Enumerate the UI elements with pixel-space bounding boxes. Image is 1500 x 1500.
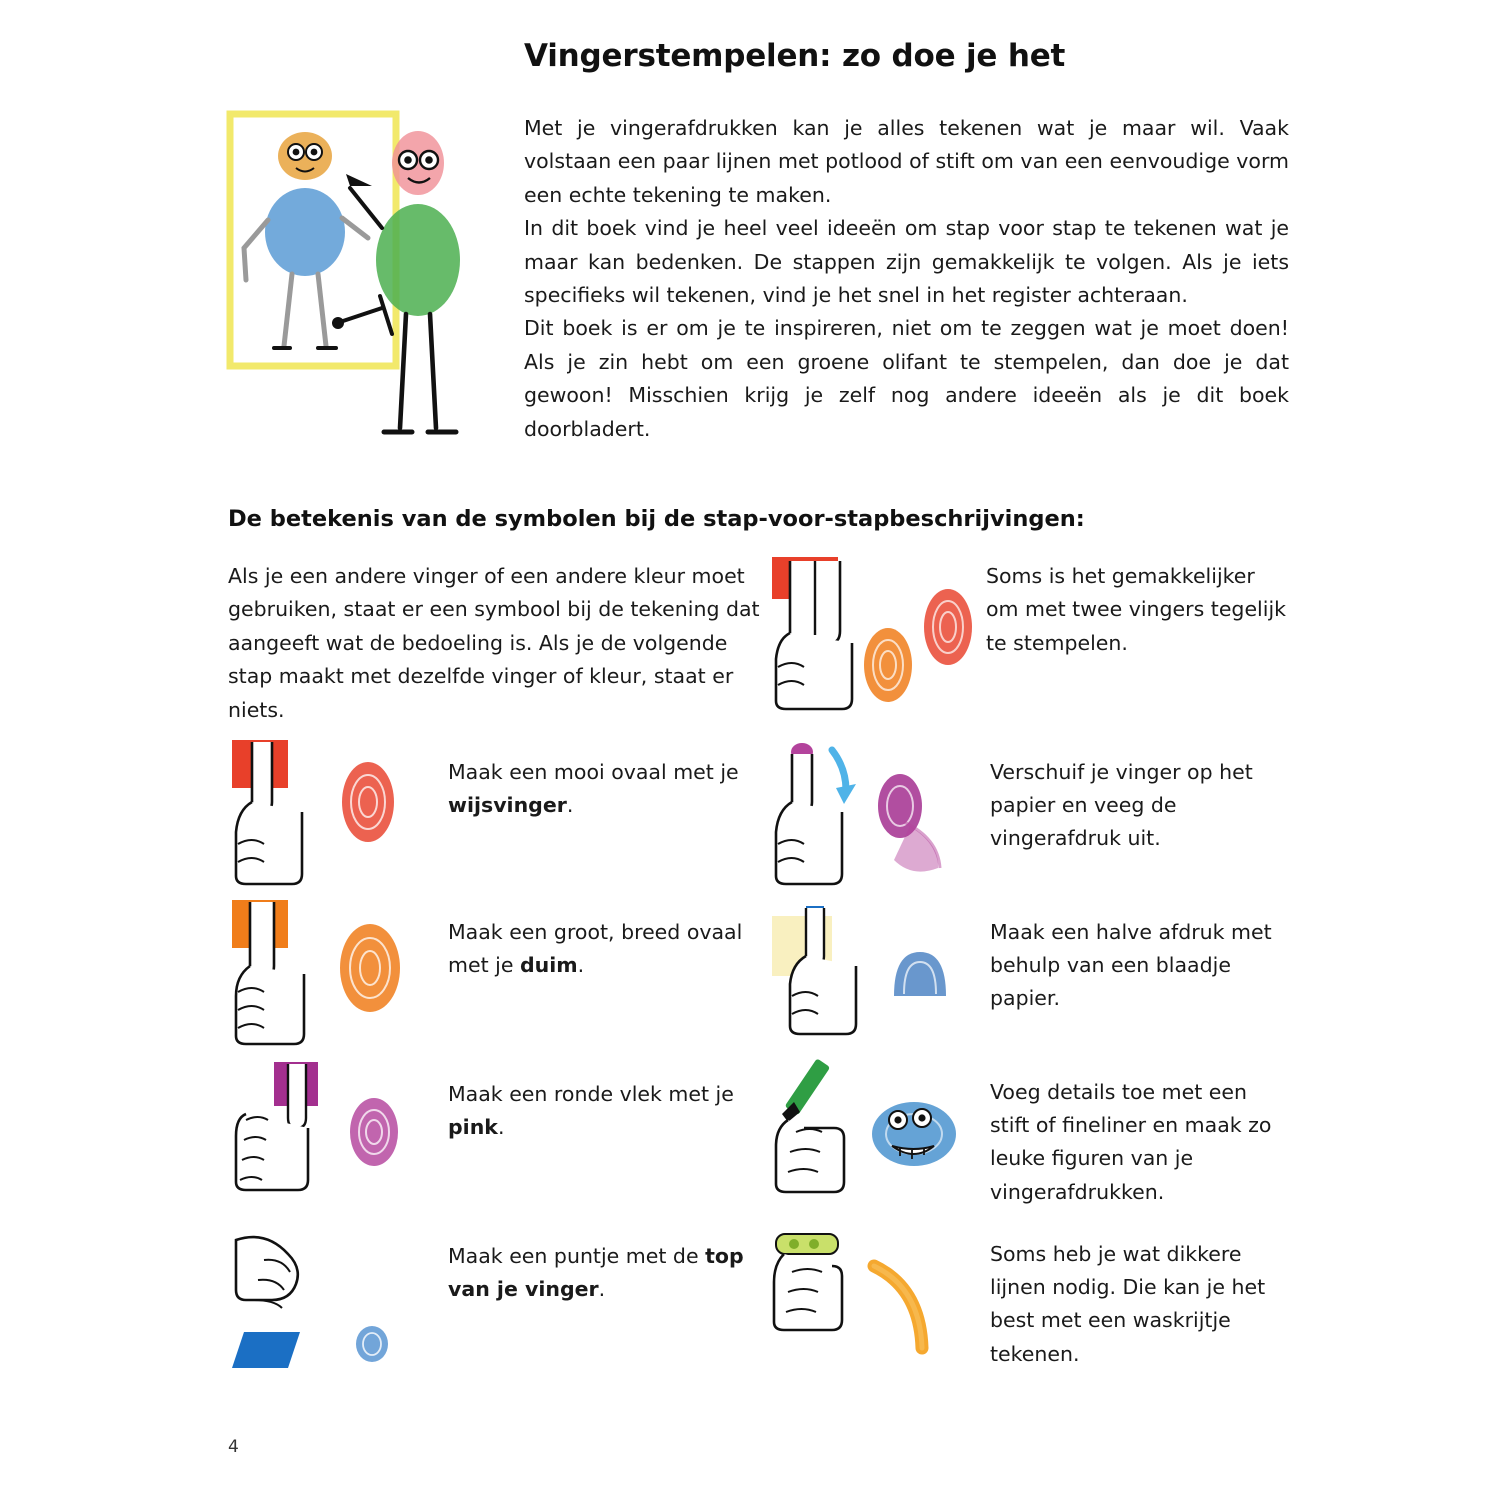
legend-text-after: . bbox=[577, 953, 585, 978]
legend-item-label bbox=[448, 916, 748, 982]
legend-text-before: Maak een mooi ovaal met je bbox=[448, 760, 739, 784]
legend-item-label bbox=[990, 1076, 1290, 1209]
legend-text-bold: duim bbox=[519, 953, 578, 978]
legend-item-index-finger bbox=[228, 740, 748, 890]
intro-illustration bbox=[222, 108, 490, 468]
section-heading: De betekenis van de symbolen bij de stap-voor-stapbeschrijvingen: bbox=[228, 506, 1085, 532]
legend-text-bold: wijsvinger bbox=[448, 793, 567, 818]
index-finger-red-fingerprint-icon bbox=[228, 740, 428, 890]
intro-paragraph-3: Dit boek is er om je te inspireren, niet om te zeggen wat je moet doen! Als je zin hebt om een groene olifant te stempelen, dan doe je dat gewoon! Misschien krijg je zelf nog andere ideeën als je dit boek doorbladert. bbox=[524, 316, 1289, 441]
legend-text-before: Maak een ronde vlek met je bbox=[448, 1082, 734, 1106]
legend-text-bold: pink bbox=[448, 1115, 498, 1140]
wax-crayon-thick-line-icon bbox=[770, 1228, 970, 1378]
page-number: 4 bbox=[228, 1437, 239, 1457]
legend-intro-left: Als je een andere vinger of een andere kleur moet gebruiken, staat er een symbool bij de tekening dat aangeeft wat de bedoeling is. Als je de volgende stap maakt met dezelfde vinger of kleur, staat er niets. bbox=[228, 564, 760, 722]
legend-item-smudge bbox=[770, 740, 1290, 890]
legend-item-label bbox=[448, 1240, 748, 1306]
pinky-purple-fingerprint-icon bbox=[228, 1062, 428, 1212]
legend-intro-right: Soms is het gemakkelijker om met twee vingers tegelijk te stempelen. bbox=[986, 564, 1287, 655]
intro-text bbox=[524, 112, 1289, 446]
legend-text-after: . bbox=[598, 1277, 606, 1302]
two-fingers-stamp-icon bbox=[770, 555, 980, 720]
half-print-paper-icon bbox=[770, 900, 970, 1050]
legend-item-label bbox=[990, 1238, 1290, 1371]
legend-item-details bbox=[770, 1062, 1290, 1212]
legend-text-before: Verschuif je vinger op het papier en veeg de vingerafdruk uit. bbox=[990, 760, 1253, 851]
legend-text-before: Maak een puntje met de bbox=[448, 1244, 706, 1268]
legend-text-before: Voeg details toe met een stift of fineliner en maak zo leuke figuren van je vingerafdrukken. bbox=[990, 1080, 1272, 1204]
legend-text-before: Maak een halve afdruk met behulp van een blaadje papier. bbox=[990, 920, 1272, 1011]
legend-item-pinky bbox=[228, 1062, 748, 1212]
smudge-purple-fingerprint-icon bbox=[770, 740, 970, 890]
legend-text-after: . bbox=[566, 793, 574, 818]
fingertip-blue-dot-icon bbox=[228, 1228, 428, 1378]
legend-item-label bbox=[990, 916, 1290, 1016]
legend-text-bold: top van je vinger bbox=[448, 1244, 744, 1302]
intro-paragraph-1: Met je vingerafdrukken kan je alles tekenen wat je maar wil. Vaak volstaan een paar lijnen met potlood of stift om van een eenvoudige vorm een echte tekening te maken. bbox=[524, 116, 1289, 207]
legend-text-before: Maak een groot, breed ovaal met je bbox=[448, 920, 743, 978]
legend-item-crayon bbox=[770, 1228, 1290, 1378]
legend-item-label bbox=[990, 756, 1290, 856]
legend-item-label bbox=[448, 1078, 748, 1144]
thumb-orange-fingerprint-icon bbox=[228, 900, 428, 1050]
legend-item-fingertip bbox=[228, 1228, 748, 1378]
legend-item-thumb bbox=[228, 900, 748, 1050]
intro-paragraph-2: In dit boek vind je heel veel ideeën om stap voor stap te tekenen wat je maar kan bedenken. De stappen zijn gemakkelijk te volgen. Als je iets specifieks wil tekenen, vind je het snel in het register achteraan. bbox=[524, 216, 1289, 308]
legend-item-half-print bbox=[770, 900, 1290, 1050]
fineliner-pen-details-icon bbox=[770, 1062, 970, 1212]
legend-text-after: . bbox=[497, 1115, 505, 1140]
legend-text-before: Soms heb je wat dikkere lijnen nodig. Die kan je het best met een waskrijtje tekenen. bbox=[990, 1242, 1266, 1366]
legend-item-label bbox=[448, 756, 748, 822]
page-title: Vingerstempelen: zo doe je het bbox=[524, 38, 1066, 74]
